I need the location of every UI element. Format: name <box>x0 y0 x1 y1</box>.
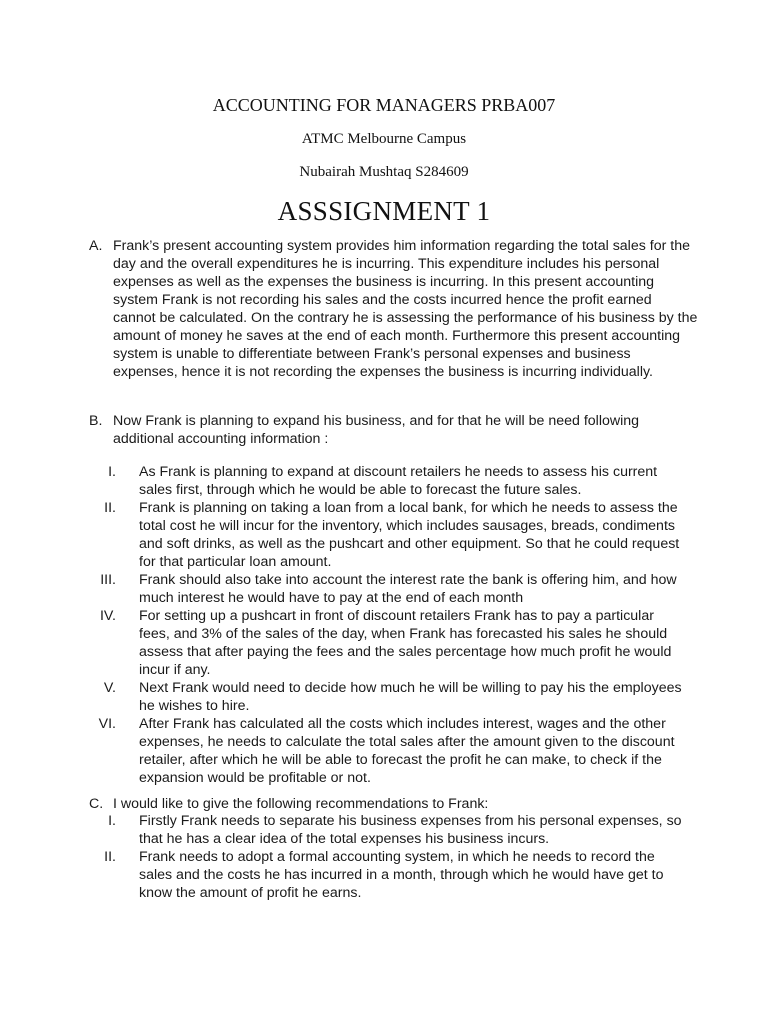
list-item <box>0 607 768 679</box>
section-b-list <box>0 463 768 787</box>
list-item-text: Frank is planning on taking a loan from a local bank, for which he needs to assess the total cost he will incur for the inventory, which includes sausages, breads, condiments and soft drinks, as well as the pushcart and other equipment. So that he could request for that particular loan amount. <box>139 500 680 570</box>
list-item-number: I. <box>108 464 116 480</box>
section-b-text: Now Frank is planning to expand his business, and for that he will be need following additional accounting information : <box>113 413 640 447</box>
assignment-title: ASSSIGNMENT 1 <box>277 196 491 226</box>
list-item <box>0 499 768 571</box>
list-item <box>0 715 768 787</box>
section-b-marker: B. <box>89 413 103 429</box>
list-item <box>0 679 768 715</box>
course-title: ACCOUNTING FOR MANAGERS PRBA007 <box>212 95 556 115</box>
section-a <box>89 237 709 381</box>
section-c-marker: C. <box>89 796 104 812</box>
list-item-text: As Frank is planning to expand at discount retailers he needs to assess his current sales first, through which he would be able to forecast the future sales. <box>139 464 658 498</box>
campus-name: ATMC Melbourne Campus <box>301 131 467 147</box>
list-item <box>0 463 768 499</box>
section-c <box>89 795 709 813</box>
list-item-text: Frank needs to adopt a formal accounting system, in which he needs to record the sales and the costs he has incurred in a month, through which he would have get to know the amount of profit he earns. <box>139 849 664 901</box>
section-b <box>89 412 709 448</box>
student-name: Nubairah Mushtaq S284609 <box>299 164 469 180</box>
list-item-number: II. <box>104 849 116 865</box>
list-item-number: IV. <box>99 608 116 624</box>
list-item-number: I. <box>108 813 116 829</box>
list-item-number: II. <box>104 500 116 516</box>
list-item-number: VI. <box>98 716 116 732</box>
list-item-text: Firstly Frank needs to separate his business expenses from his personal expenses, so that he has a clear idea of the total expenses his business incurs. <box>139 813 682 847</box>
list-item-number: V. <box>103 680 116 696</box>
section-c-text: I would like to give the following recommendations to Frank: <box>113 796 489 812</box>
list-item-text: Frank should also take into account the interest rate the bank is offering him, and how much interest he would have to pay at the end of each month <box>139 572 677 606</box>
list-item <box>0 812 768 848</box>
list-item <box>0 848 768 902</box>
list-item-text: Next Frank would need to decide how much he will be willing to pay his the employees he wishes to hire. <box>139 680 682 714</box>
list-item-text: For setting up a pushcart in front of discount retailers Frank has to pay a particular fees, and 3% of the sales of the day, when Frank has forecasted his sales he should assess that after paying the fees and the sales percentage how much profit he would incur if any. <box>139 608 672 678</box>
list-item <box>0 571 768 607</box>
section-a-text: Frank’s present accounting system provides him information regarding the total sales for the day and the overall expenditures he is incurring. This expenditure includes his personal expenses as well as the expenses the business is incurring. In this present accounting system Frank is not recording his sales and the costs incurred hence the profit earned cannot be calculated. On the contrary he is assessing the performance of his business by the amount of money he saves at the end of each month. Furthermore this present accounting system is unable to differentiate between Frank’s personal expenses and business expenses, hence it is not recording the expenses the business is incurring individually. <box>113 238 698 380</box>
section-a-marker: A. <box>89 238 103 254</box>
section-c-list <box>0 812 768 902</box>
list-item-text: After Frank has calculated all the costs which includes interest, wages and the other expenses, he needs to calculate the total sales after the amount given to the discount retailer, after which he will be able to forecast the profit he can make, to check if the expansion would be profitable or not. <box>139 716 675 786</box>
list-item-number: III. <box>100 572 116 588</box>
